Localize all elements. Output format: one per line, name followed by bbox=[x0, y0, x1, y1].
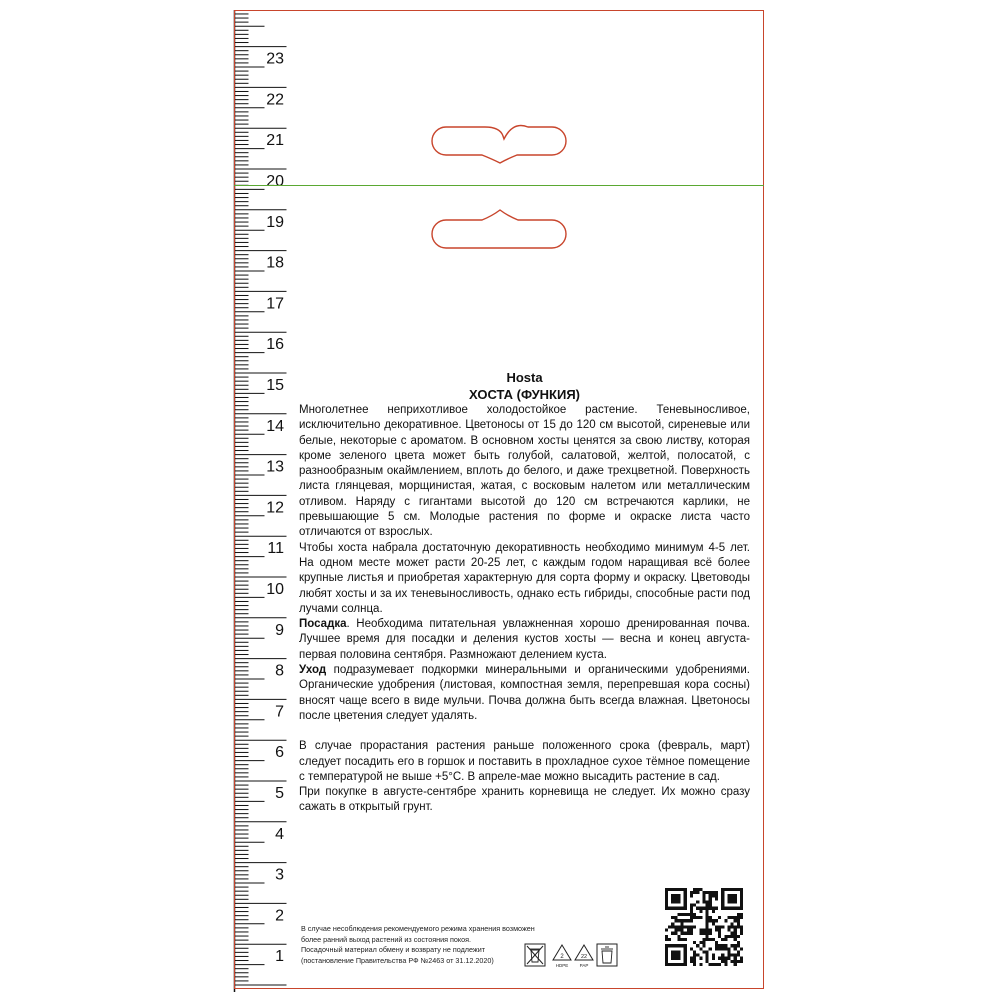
purchase-paragraph: При покупке в августе-сентябре хранить корневища не следует. Их можно сразу сажать в открытый грунт. bbox=[299, 786, 750, 814]
recycle-hdpe-icon bbox=[553, 945, 571, 968]
paragraph-gap bbox=[299, 724, 750, 739]
ruler-number: 3 bbox=[275, 866, 284, 884]
ruler-number: 12 bbox=[266, 499, 284, 517]
early-growth-paragraph: В случае прорастания растения раньше положенного срока (февраль, март) следует посадить его в горшок и поставить в прохладное сухое тёмное помещение с температурой не выше +5°С. В апреле-мае можно высадить растение в сад. bbox=[299, 740, 750, 783]
notice-line-3: Посадочный материал обмену и возврату не подлежит bbox=[301, 945, 486, 955]
recycle-pap-icon bbox=[575, 945, 593, 968]
ruler-number: 11 bbox=[267, 540, 284, 558]
russian-name: ХОСТА (ФУНКИЯ) bbox=[469, 387, 580, 402]
ruler-number: 7 bbox=[275, 703, 284, 721]
ruler-number: 20 bbox=[266, 173, 284, 190]
latin-name: Hosta bbox=[506, 370, 543, 385]
ruler-number: 15 bbox=[266, 377, 284, 394]
qr-code[interactable] bbox=[665, 888, 743, 966]
svg-text:PAP: PAP bbox=[579, 963, 589, 968]
ruler-number: 19 bbox=[266, 213, 284, 231]
ruler-number: 16 bbox=[266, 336, 284, 354]
ruler-number: 2 bbox=[275, 907, 284, 925]
ruler-number: 14 bbox=[266, 417, 284, 435]
storage-notice bbox=[301, 924, 541, 966]
ruler-number: 10 bbox=[266, 581, 284, 598]
qr-modules bbox=[665, 888, 743, 966]
planting-paragraph bbox=[299, 617, 750, 663]
care-text: подразумевает подкормки минеральными и органическими удобрениями. Органические удобрения (листовая, компостная земля, перепревшая кора сосны) вносят чаще всего в виде мульчи. Почва должна быть всегда влажная. Цветоносы после цветения следует удалять. bbox=[299, 664, 750, 722]
ruler-number: 5 bbox=[275, 785, 284, 802]
ruler-number: 9 bbox=[275, 621, 284, 639]
care-label: Уход bbox=[299, 664, 327, 677]
ruler-number: 4 bbox=[275, 825, 284, 843]
ruler-number: 18 bbox=[266, 254, 284, 272]
growth-paragraph: Чтобы хоста набрала достаточную декоративность необходимо минимум 4-5 лет. На одном месте может расти 20-25 лет, с каждым годом наращивая всё более крупные листья и приобретая характерную для сорта форму и окраску. Цветоводы любят хосты и за их теневыносливость, однако есть гибриды, способные расти под лучами солнца. bbox=[299, 541, 750, 615]
planting-label: Посадка bbox=[299, 618, 347, 631]
planting-text: . Необходима питательная увлажненная хорошо дренированная почва. Лучшее время для посадки и деления кустов хосты — весна и конец августа-первая половина сентября. Размножают делением куста. bbox=[299, 618, 750, 661]
notice-line-4: (постановление Правительства РФ №2463 от 31.12.2020) bbox=[301, 955, 494, 965]
svg-text:22: 22 bbox=[580, 954, 588, 960]
notice-line-1: В случае несоблюдения рекомендуемого режима хранения возможен bbox=[301, 924, 535, 933]
hang-slot-top bbox=[430, 123, 570, 167]
no-trash-icon bbox=[525, 944, 545, 966]
ruler-number: 8 bbox=[275, 662, 284, 680]
ruler-number: 22 bbox=[266, 91, 284, 109]
product-description bbox=[299, 370, 750, 816]
ruler-number: 21 bbox=[266, 132, 284, 150]
ruler-number: 23 bbox=[266, 50, 284, 68]
ruler-number: 17 bbox=[266, 295, 284, 313]
ruler-number: 1 bbox=[275, 948, 284, 966]
notice-line-2: более ранний выход растений из состояния покоя. bbox=[301, 934, 471, 944]
disposal-icons bbox=[524, 943, 624, 969]
svg-text:2: 2 bbox=[560, 954, 564, 960]
svg-text:HDPE: HDPE bbox=[555, 963, 569, 968]
trash-bin-icon bbox=[597, 944, 617, 966]
hang-slot-bottom bbox=[430, 208, 570, 252]
ruler-number: 13 bbox=[266, 458, 284, 476]
ruler-number: 6 bbox=[275, 744, 284, 762]
intro-paragraph: Многолетнее неприхотливое холодостойкое растение. Теневыносливое, исключительно декоративное. Цветоносы от 15 до 120 см высотой, сиреневые или белые, некоторые с ароматом. В основном хосты ценятся за свою листву, которая кроме зеленого цвета может быть голубой, салатовой, желтой, полосатой, с разнообразным окаймлением, вплоть до белого, и даже трехцветной. Поверхность листа глянцевая, морщинистая, жатая, с восковым налетом или металлическим отливом. Наряду с гигантами высотой до 120 см встречаются карлики, не превышающие 5 см. Молодые растения по форме и окраске листа часто отличаются от взрослых. bbox=[299, 404, 750, 539]
fold-line bbox=[234, 185, 764, 186]
care-paragraph bbox=[299, 663, 750, 724]
